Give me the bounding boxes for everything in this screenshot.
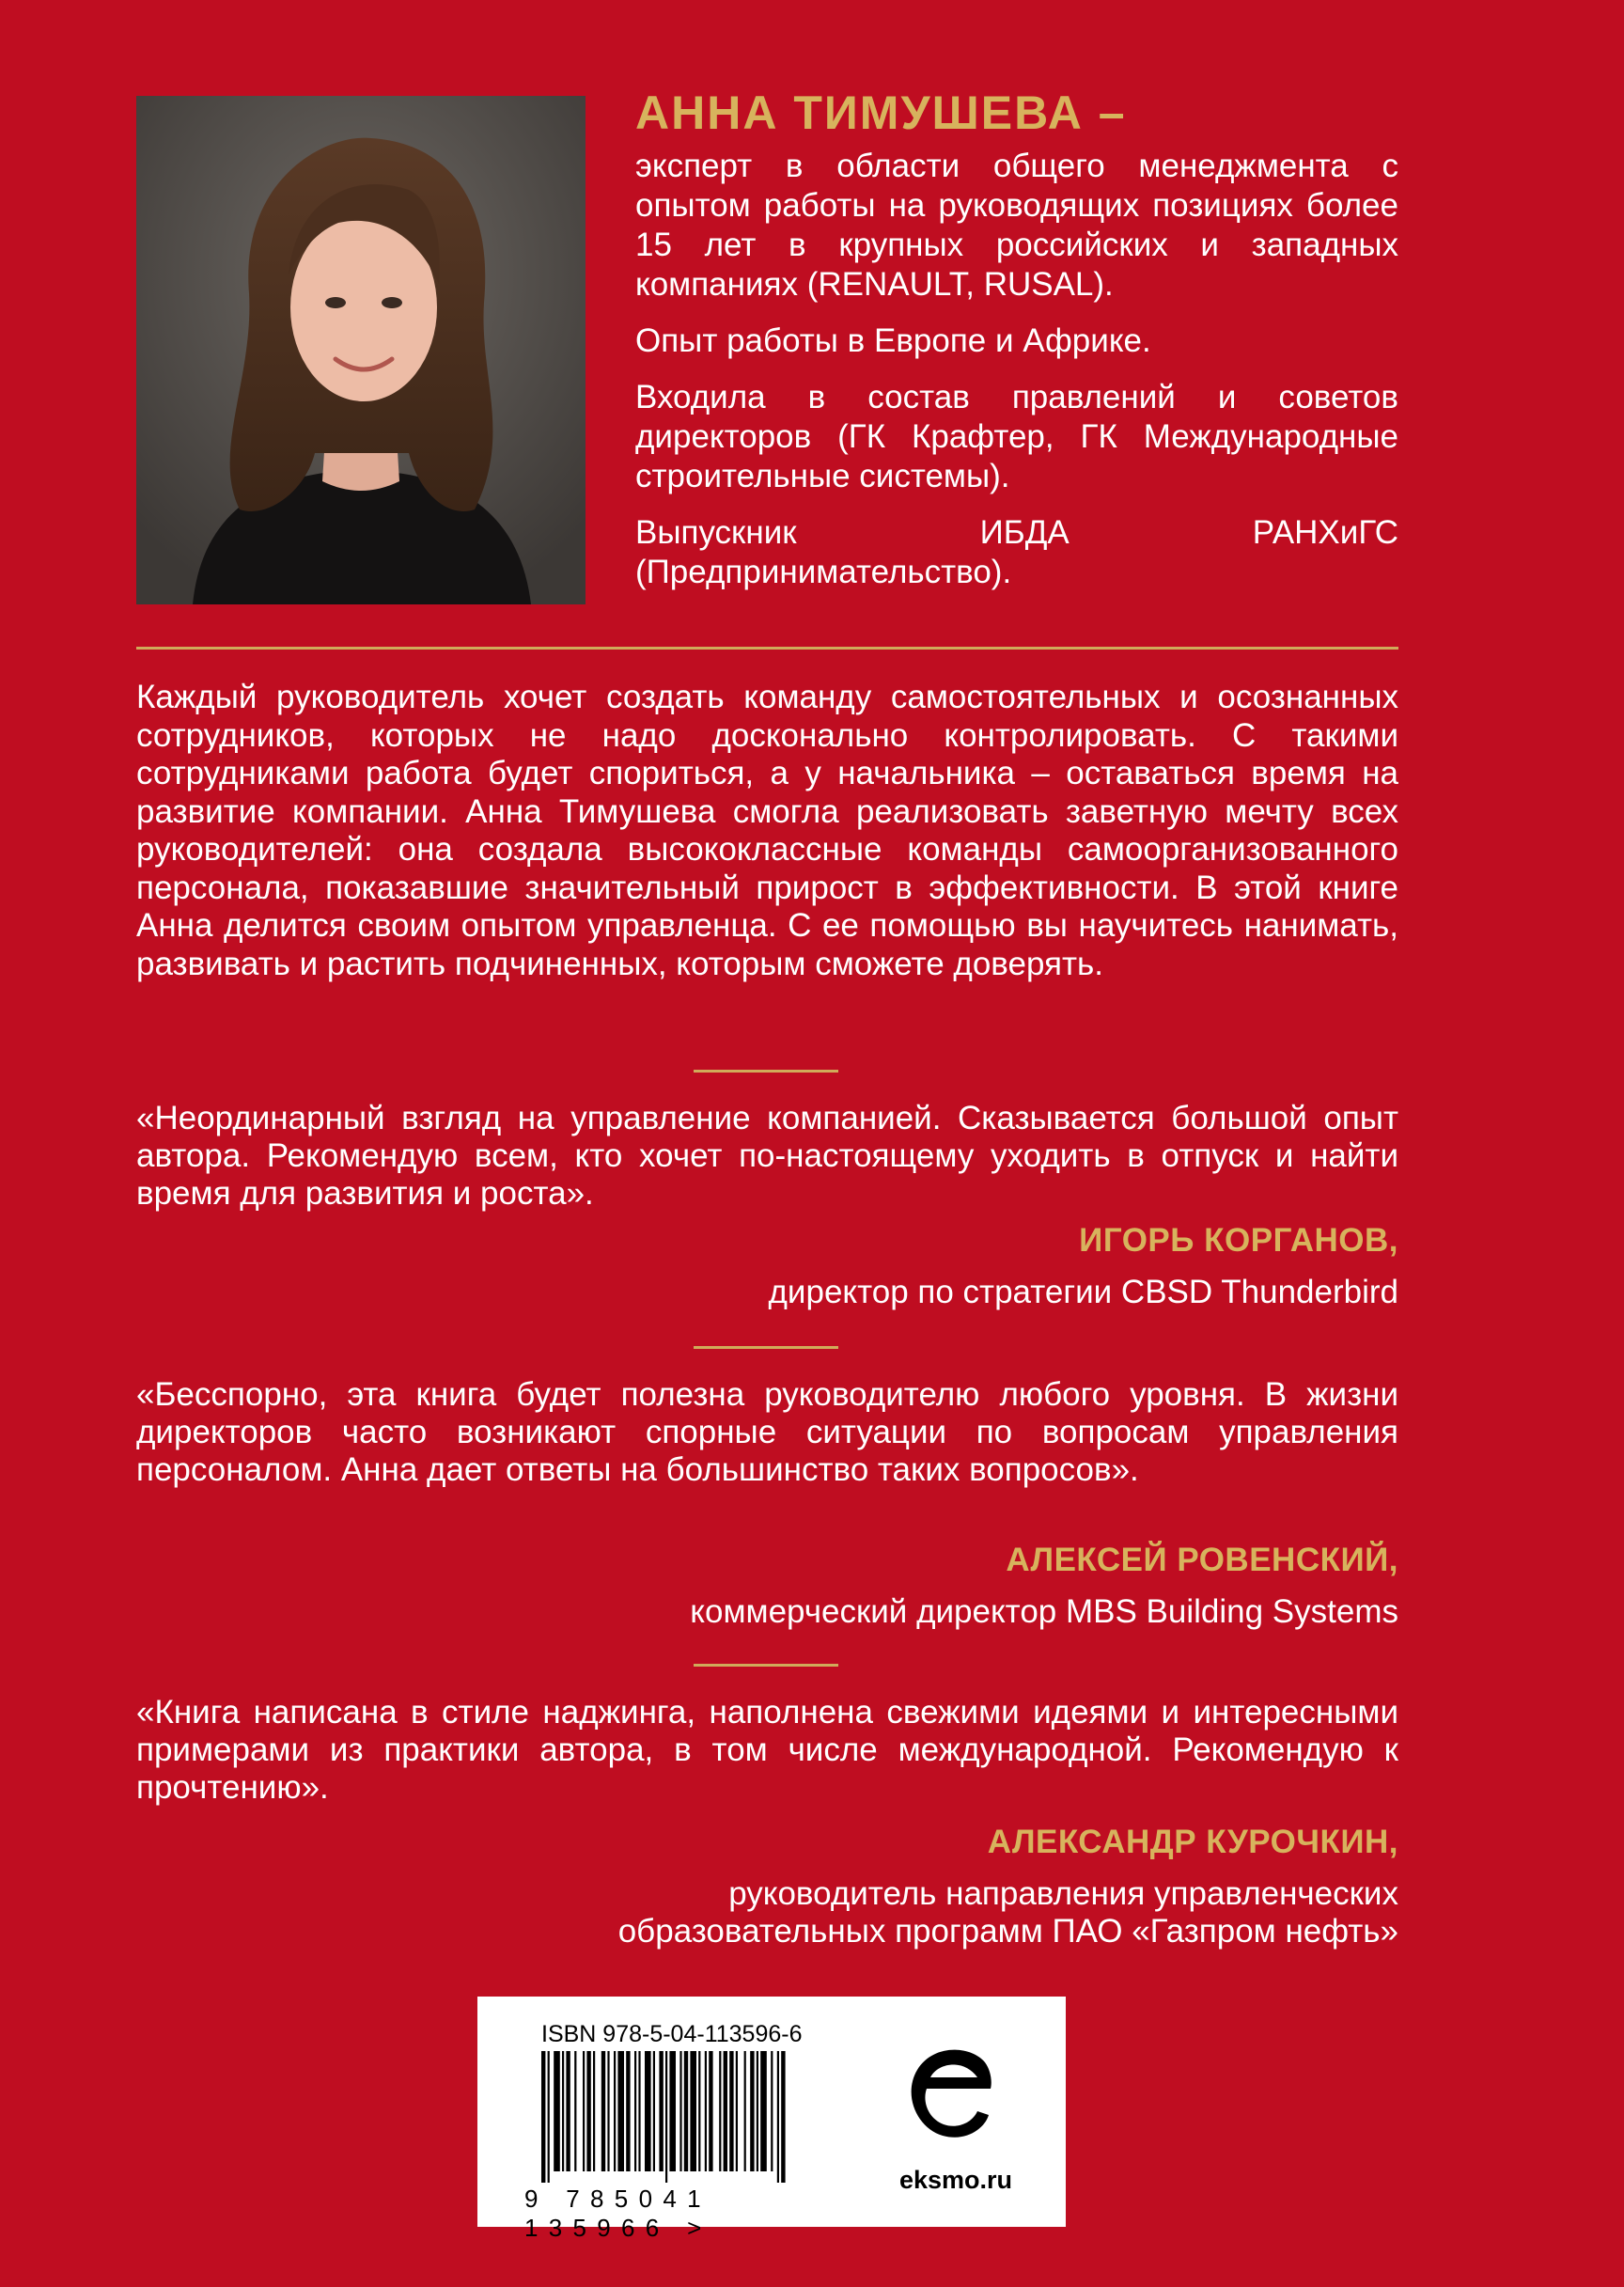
barcode-bar	[541, 2051, 545, 2183]
short-divider	[694, 1346, 838, 1349]
role-line: руководитель направления управленческих	[728, 1875, 1398, 1912]
testimonial-quote: «Бесспорно, эта книга будет полезна руководителю любого уровня. В жизни директоров часто возникают спорные ситуации по вопросам управления персоналом. Анна дает ответы на большинство таких вопросов».	[136, 1376, 1398, 1488]
barcode-bar	[548, 2051, 550, 2183]
barcode-bar	[698, 2051, 700, 2171]
section-divider	[136, 647, 1398, 650]
barcode-bar	[760, 2051, 767, 2171]
barcode-bar	[736, 2051, 738, 2171]
barcode-bar	[607, 2051, 609, 2171]
barcode-bar	[757, 2051, 758, 2171]
eksmo-logo-icon	[891, 2034, 1013, 2156]
barcode-bar	[750, 2051, 754, 2171]
barcode-bar	[562, 2051, 564, 2171]
barcode-bar	[684, 2051, 688, 2171]
barcode-bar	[771, 2051, 773, 2171]
barcode-bar	[566, 2051, 570, 2171]
barcode-bar	[617, 2051, 624, 2171]
bio-paragraph: Опыт работы в Европе и Африке.	[635, 321, 1151, 359]
barcode-bar	[583, 2051, 585, 2171]
barcode-bar	[574, 2051, 576, 2171]
barcode-bar	[719, 2051, 721, 2171]
barcode-bar	[586, 2051, 590, 2171]
barcode-bar	[593, 2051, 595, 2171]
testimonial-author-name: ИГОРЬ КОРГАНОВ,	[1079, 1222, 1398, 1259]
testimonial-author-role: коммерческий директор MBS Building Systems	[690, 1593, 1398, 1630]
publisher-website: eksmo.ru	[898, 2166, 1013, 2194]
barcode-bar	[744, 2051, 746, 2171]
barcode-image	[541, 2051, 848, 2183]
barcode-bar	[665, 2051, 667, 2183]
barcode-bar	[777, 2051, 779, 2183]
author-photo	[136, 96, 586, 604]
bio-paragraph: Выпускник ИБДА РАНХиГС (Предпринимательство).	[635, 513, 1398, 590]
author-portrait-image	[136, 96, 586, 604]
author-bio-block	[635, 86, 1398, 609]
testimonial-author-name: АЛЕКСАНДР КУРОЧКИН,	[987, 1824, 1398, 1860]
barcode-bar	[709, 2051, 712, 2171]
bio-paragraph: Входила в состав правлений и советов директоров (ГК Крафтер, ГК Международные строительные системы).	[635, 378, 1398, 494]
isbn-label: ISBN 978-5-04-113596-6	[541, 2021, 803, 2047]
testimonial-author-name: АЛЕКСЕЙ РОВЕНСКИЙ,	[1006, 1542, 1398, 1578]
barcode-bar	[634, 2051, 636, 2171]
barcode-bar	[705, 2051, 707, 2171]
barcode-bar	[653, 2051, 655, 2171]
role-line: образовательных программ ПАО «Газпром нефть»	[617, 1913, 1398, 1950]
barcode-bar	[645, 2051, 651, 2171]
barcode-bar	[729, 2051, 733, 2171]
barcode-bar	[690, 2051, 696, 2171]
short-divider	[694, 1664, 838, 1667]
barcode-bar	[659, 2051, 663, 2171]
barcode-bar	[614, 2051, 616, 2171]
testimonial-quote: «Книга написана в стиле наджинга, наполнена свежими идеями и интересными примерами из практики автора, в том числе международной. Рекомендую к прочтению».	[136, 1694, 1398, 1806]
testimonial-author-role: директор по стратегии CBSD Thunderbird	[768, 1274, 1398, 1310]
barcode-bar	[638, 2051, 640, 2171]
barcode-bar	[669, 2051, 676, 2171]
bio-paragraph: эксперт в области общего менеджмента с опытом работы на руководящих позициях более 15 лет в крупных российских и западных компаниях (RENAULT, RUSAL).	[635, 147, 1398, 303]
short-divider	[694, 1070, 838, 1073]
barcode-panel	[477, 1997, 1066, 2242]
barcode-bar	[724, 2051, 727, 2171]
book-description: Каждый руководитель хочет создать команду самостоятельных и осознанных сотрудников, которых не надо досконально контролировать. С такими сотрудниками работа будет спориться, а у начальника – оставаться время на развитие компании. Анна Тимушева смогла реализовать заветную мечту всех руководителей: она создала высококлассные команды самоорганизованного персонала, показавшие значительный прирост в эффективности. В этой книге Анна делится своим опытом управленца. С ее помощью вы научитесь нанимать, развивать и растить подчиненных, которым сможете доверять.	[136, 679, 1398, 982]
barcode-bar	[626, 2051, 630, 2171]
barcode-bar	[679, 2051, 681, 2171]
testimonial-quote: «Неординарный взгляд на управление компанией. Сказывается большой опыт автора. Рекомендую всем, кто хочет по-настоящему уходить в отпуск и найти время для развития и роста».	[136, 1100, 1398, 1212]
barcode-bar	[781, 2051, 785, 2183]
barcode-bar	[554, 2051, 560, 2171]
barcode-bar	[601, 2051, 605, 2171]
author-name: АННА ТИМУШЕВА –	[635, 86, 1127, 139]
barcode-digits: 9 785041 135966 >	[524, 2185, 712, 2242]
testimonial-author-role	[618, 1875, 1398, 1950]
